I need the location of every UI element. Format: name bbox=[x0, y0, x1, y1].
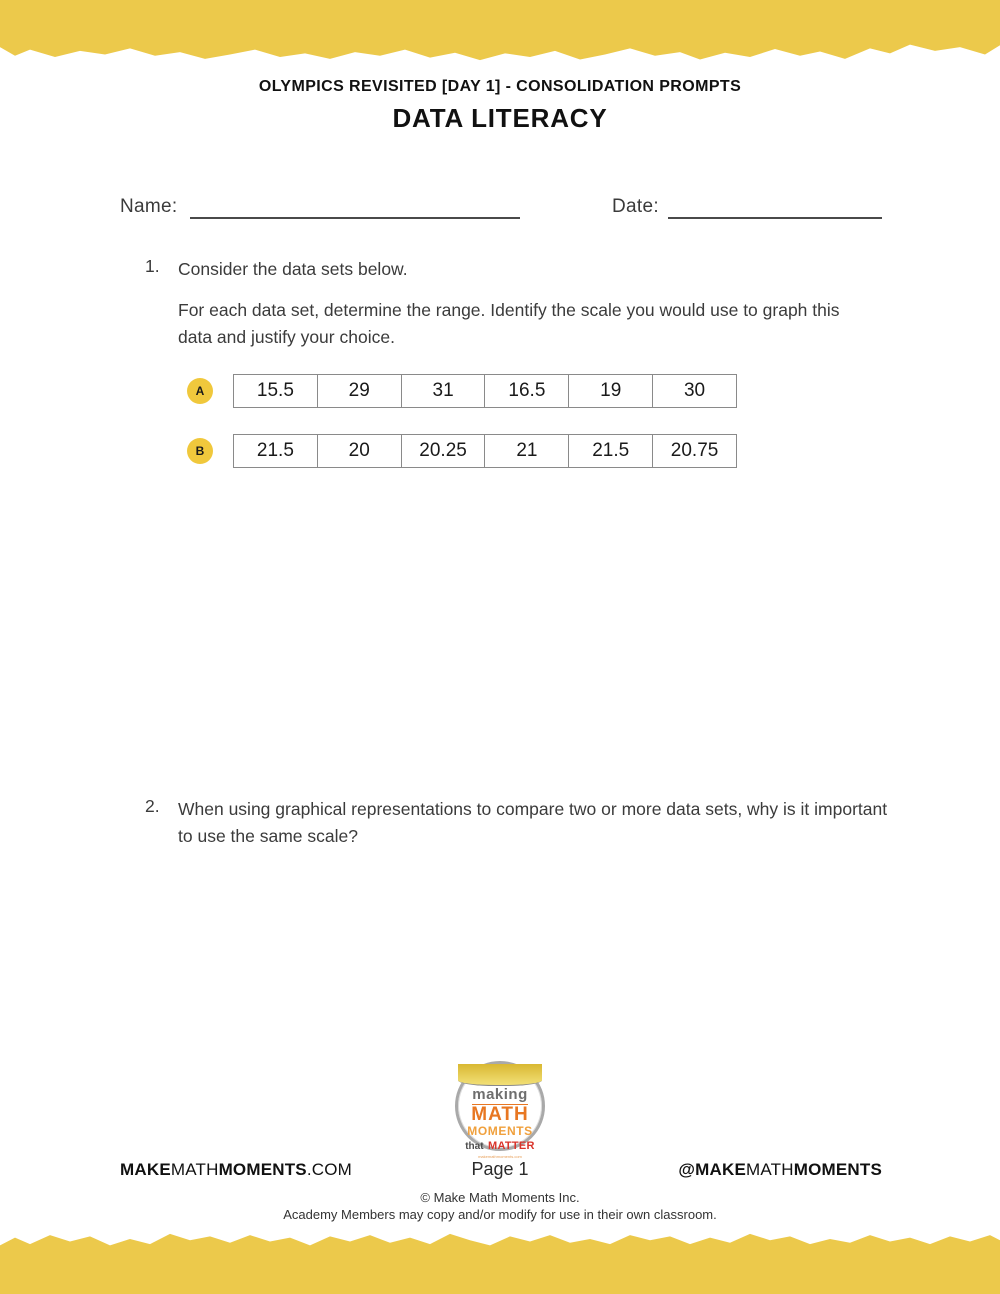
data-set-a-badge: A bbox=[187, 378, 213, 404]
footer-website: MAKEMATHMOMENTS.COM bbox=[120, 1160, 353, 1179]
logo-text bbox=[458, 1087, 542, 1159]
copyright-text: © Make Math Moments Inc. bbox=[420, 1190, 580, 1205]
question-2-number: 2. bbox=[145, 796, 160, 816]
page-title: DATA LITERACY bbox=[392, 103, 608, 133]
table-cell: 21 bbox=[485, 435, 569, 467]
table-cell: 20.25 bbox=[402, 435, 486, 467]
table-cell: 31 bbox=[402, 375, 486, 407]
table-cell: 29 bbox=[318, 375, 402, 407]
logo-line-that-matter: that MATTER bbox=[465, 1140, 535, 1153]
make-math-moments-logo bbox=[455, 1061, 545, 1160]
license-text: Academy Members may copy and/or modify for use in their own classroom. bbox=[283, 1207, 717, 1222]
footer-social-handle: @MAKEMATHMOMENTS bbox=[678, 1160, 882, 1179]
table-cell: 21.5 bbox=[569, 435, 653, 467]
table-cell: 16.5 bbox=[485, 375, 569, 407]
top-brush-banner bbox=[0, 0, 1000, 62]
table-cell: 19 bbox=[569, 375, 653, 407]
table-cell: 15.5 bbox=[234, 375, 318, 407]
table-cell: 30 bbox=[683, 380, 706, 401]
bottom-brush-banner bbox=[0, 1230, 1000, 1294]
logo-yellow-band bbox=[458, 1064, 542, 1086]
logo-line-making: making bbox=[472, 1086, 528, 1103]
question-1-number: 1. bbox=[145, 256, 160, 276]
table-cell: 20.75 bbox=[670, 440, 719, 461]
logo-url: makemathmoments.com bbox=[478, 1154, 522, 1160]
table-cell: 21.5 bbox=[234, 435, 318, 467]
name-field-line bbox=[190, 217, 520, 219]
doc-subtitle: OLYMPICS REVISITED [DAY 1] - CONSOLIDATION PROMPTS bbox=[258, 78, 742, 95]
question-1-text: Consider the data sets below. bbox=[178, 259, 408, 279]
page-number: Page 1 bbox=[471, 1159, 529, 1179]
logo-line-math: MATH bbox=[471, 1103, 529, 1125]
date-label: Date: bbox=[612, 196, 659, 217]
table-cell: 20 bbox=[318, 435, 402, 467]
question-1-subtext: For each data set, determine the range. Identify the scale you would use to graph this data and justify your choice. bbox=[178, 300, 840, 347]
logo-line-moments: MOMENTS bbox=[467, 1123, 533, 1138]
date-field-line bbox=[668, 217, 882, 219]
name-label: Name: bbox=[120, 196, 178, 217]
data-set-b-table bbox=[233, 434, 737, 468]
data-set-a-table bbox=[233, 374, 737, 408]
question-2-text: When using graphical representations to compare two or more data sets, why is it important to use the same scale? bbox=[178, 799, 888, 846]
data-set-b-badge: B bbox=[187, 438, 213, 464]
